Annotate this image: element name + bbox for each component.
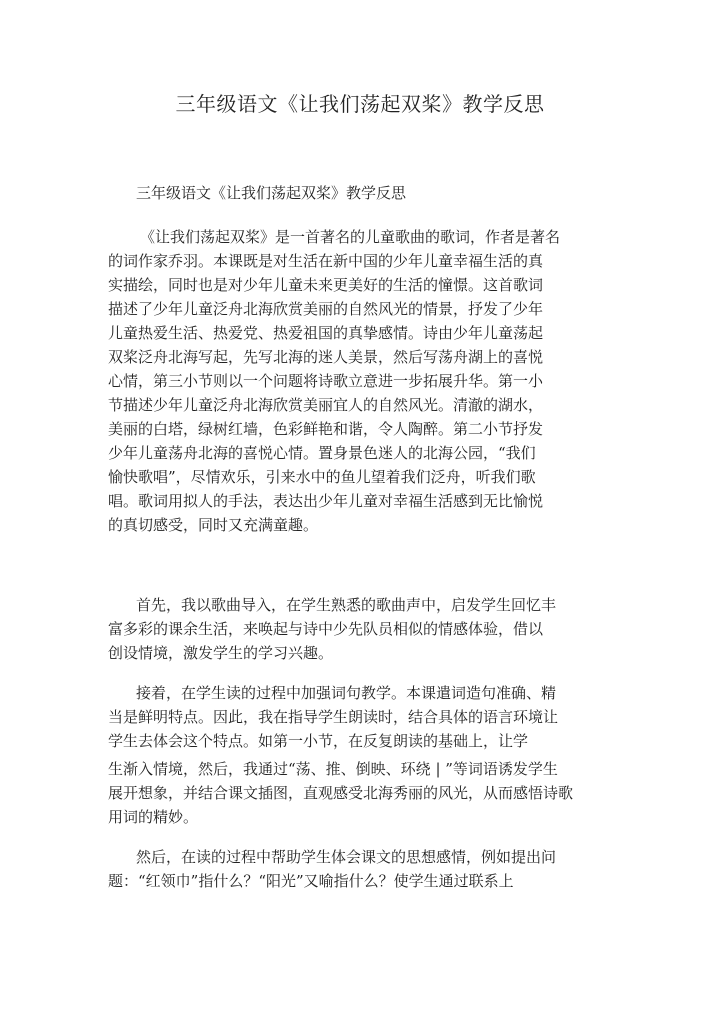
paragraph-line: 接着，在学生读的过程中加强词句教学。本课遣词造句准确、精 [136,684,557,702]
paragraph-line: 愉快歌唱”，尽情欢乐，引来水中的鱼儿望着我们泛舟，听我们歌 [108,468,536,486]
paragraph-line: 的真切感受，同时又充满童趣。 [108,516,319,534]
paragraph-line: 美丽的白塔，绿树红墙，色彩鲜艳和谐，令人陶醉。第二小节抒发 [108,420,544,438]
paragraph-line: 心情，第三小节则以一个问题将诗歌立意进一步拓展升华。第一小 [108,372,544,390]
paragraph-line: 首先，我以歌曲导入，在学生熟悉的歌曲声中，启发学生回忆丰 [136,596,557,614]
paragraph-line: 的词作家乔羽。本课既是对生活在新中国的少年儿童幸福生活的真 [108,252,544,270]
paragraph-line: 然后，在读的过程中帮助学生体会课文的思想感情，例如提出问 [136,848,557,866]
paragraph-line: 用词的精妙。 [108,808,199,826]
paragraph-line: 双桨泛舟北海写起，先写北海的迷人美景，然后写荡舟湖上的喜悦 [108,348,544,366]
paragraph-line: 唱。歌词用拟人的手法，表达出少年儿童对幸福生活感到无比愉悦 [108,492,544,510]
paragraph-line: 展开想象，并结合课文插图，直观感受北海秀丽的风光，从而感悟诗歌 [108,784,574,802]
paragraph-line: 描述了少年儿童泛舟北海欣赏美丽的自然风光的情景，抒发了少年 [108,300,544,318]
paragraph-line: 儿童热爱生活、热爱党、热爱祖国的真挚感情。诗由少年儿童荡起 [108,324,544,342]
paragraph-line: 节描述少年儿童泛舟北海欣赏美丽宜人的自然风光。清澈的湖水， [108,396,544,414]
paragraph-line: 富多彩的课余生活，来唤起与诗中少先队员相似的情感体验，借以 [108,620,544,638]
paragraph-line: 实描绘，同时也是对少年儿童未来更美好的生活的憧憬。这首歌词 [108,276,544,294]
paragraph-line: 少年儿童荡舟北海的喜悦心情。置身景色迷人的北海公园，“我们 [108,444,536,462]
paragraph-line: 学生去体会这个特点。如第一小节，在反复朗读的基础上，让学 [108,732,529,750]
paragraph-line: 《让我们荡起双桨》是一首著名的儿童歌曲的歌词，作者是著名 [140,228,561,246]
paragraph-line: 生渐入情境，然后，我通过“荡、推、倒映、环绕 | ”等词语诱发学生 [108,760,558,778]
document-subtitle: 三年级语文《让我们荡起双桨》教学反思 [136,184,407,202]
paragraph-line: 当是鲜明特点。因此，我在指导学生朗读时，结合具体的语言环境让 [108,708,559,726]
paragraph-line: 创设情境，激发学生的学习兴趣。 [108,644,334,662]
document-title: 三年级语文《让我们荡起双桨》教学反思 [175,92,545,116]
paragraph-line: 题：“红领巾”指什么？“阳光”又喻指什么？使学生通过联系上 [108,872,514,890]
